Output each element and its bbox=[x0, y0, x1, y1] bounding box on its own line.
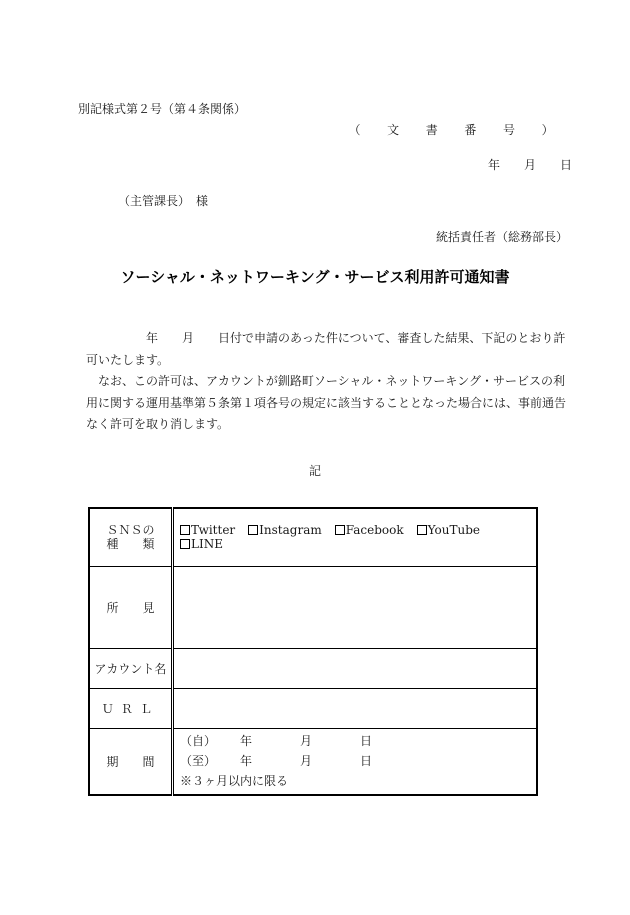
sns-option-line[interactable]: LINE bbox=[180, 537, 223, 551]
account-name-field[interactable] bbox=[173, 648, 538, 688]
checkbox-icon[interactable] bbox=[180, 539, 190, 549]
sns-label-line2: 種 類 bbox=[106, 537, 155, 552]
sns-label-line1: ＳＮＳの bbox=[106, 523, 155, 538]
checkbox-icon[interactable] bbox=[417, 525, 427, 535]
period-from-line bbox=[180, 731, 536, 751]
sender: 統括責任者（総務部長） bbox=[435, 230, 568, 244]
document-number: （ 文 書 番 号 ） bbox=[348, 123, 565, 137]
period-label: 期 間 bbox=[89, 728, 173, 795]
form-number: 別記様式第２号（第４条関係） bbox=[78, 102, 247, 116]
body-paragraph-1: 年 月 日付で申請のあった件について、審査した結果、下記のとおり許可いたします。 bbox=[86, 331, 566, 367]
table-row-sns bbox=[89, 508, 537, 566]
account-name-label: アカウント名 bbox=[89, 648, 173, 688]
checkbox-icon[interactable] bbox=[335, 525, 345, 535]
table-row-opinion bbox=[89, 566, 537, 648]
sns-type-label bbox=[89, 508, 173, 566]
period-to-date: 年 月 日 bbox=[240, 754, 373, 769]
period-to-label: （至） bbox=[180, 754, 217, 769]
opinion-field[interactable] bbox=[173, 566, 538, 648]
sns-option-instagram[interactable]: Instagram bbox=[248, 523, 322, 537]
url-field[interactable] bbox=[173, 688, 538, 728]
url-label: ＵＲＬ bbox=[89, 688, 173, 728]
sns-option-facebook[interactable]: Facebook bbox=[335, 523, 404, 537]
sns-option-youtube[interactable]: YouTube bbox=[417, 523, 480, 537]
document-title: ソーシャル・ネットワーキング・サービス利用許可通知書 bbox=[120, 268, 510, 286]
period-note: ※３ヶ月以内に限る bbox=[180, 774, 289, 789]
table-row-period bbox=[89, 728, 537, 795]
sns-option-twitter[interactable]: Twitter bbox=[180, 523, 235, 537]
date-line: 年 月 日 bbox=[487, 158, 572, 172]
checkbox-icon[interactable] bbox=[248, 525, 258, 535]
ki-heading: 記 bbox=[308, 464, 321, 478]
period-from-date: 年 月 日 bbox=[240, 734, 373, 749]
period-field[interactable] bbox=[173, 728, 538, 795]
table-row-url bbox=[89, 688, 537, 728]
period-from-label: （自） bbox=[180, 734, 217, 749]
table-row-account bbox=[89, 648, 537, 688]
period-to-line bbox=[180, 751, 536, 771]
checkbox-icon[interactable] bbox=[180, 525, 190, 535]
opinion-label: 所 見 bbox=[89, 566, 173, 648]
body-paragraph-2: なお、この許可は、アカウントが釧路町ソーシャル・ネットワーキング・サービスの利用に関する運用基準第５条第１項各号の規定に該当することとなった場合には、事前通告なく許可を取り消します。 bbox=[86, 374, 567, 431]
sns-options bbox=[173, 508, 538, 566]
permit-table bbox=[88, 507, 538, 796]
addressee: （主管課長） 様 bbox=[118, 194, 209, 208]
